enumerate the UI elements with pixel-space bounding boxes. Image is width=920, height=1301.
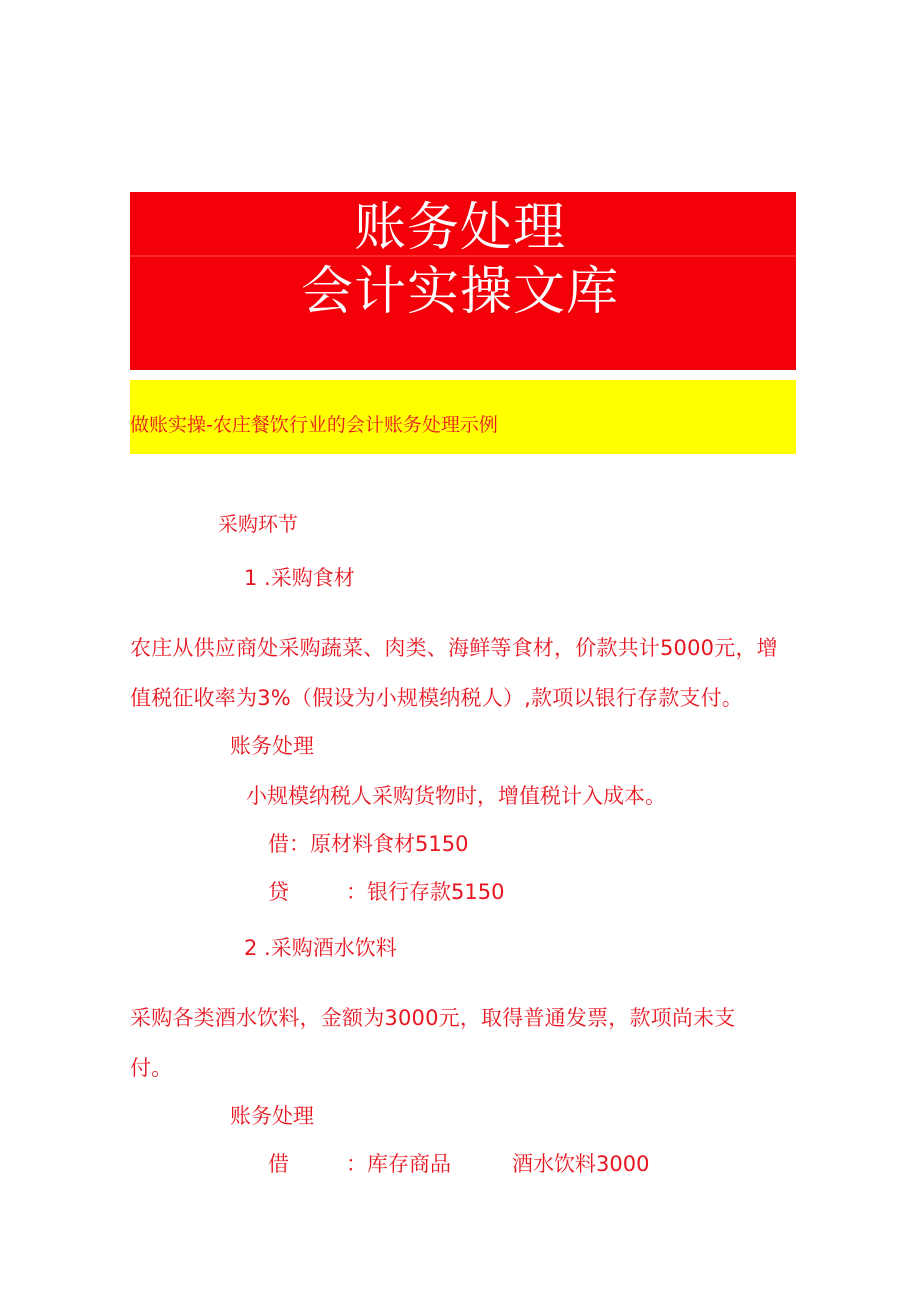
section-heading: 采购环节	[218, 512, 298, 536]
item2-description-line1: 采购各类酒水饮料，金额为3000元，取得普通发票，款项尚未支	[130, 1006, 736, 1030]
item2-debit-detail: 酒水饮料3000	[512, 1152, 650, 1176]
document-subtitle: 做账实操-农庄餐饮行业的会计账务处理示例	[130, 414, 498, 436]
item1-description-line2: 值税征收率为3%（假设为小规模纳税人）,款项以银行存款支付。	[130, 686, 743, 710]
item1-credit-entry: ：银行存款5150	[346, 880, 505, 904]
item1-note: 小规模纳税人采购货物时，增值税计入成本。	[246, 784, 666, 808]
banner-title-line2: 会计实操文库	[300, 262, 619, 322]
banner-title-line1: 账务处理	[353, 198, 566, 258]
item2-description-line2: 付。	[130, 1056, 173, 1080]
item2-title: 2 .采购酒水饮料	[244, 936, 397, 960]
item1-description-line1: 农庄从供应商处采购蔬菜、肉类、海鲜等食材，价款共计5000元，增	[130, 636, 778, 660]
item1-debit-entry: 借：原材料食材5150	[268, 832, 469, 856]
item1-credit-label: 贷	[268, 880, 289, 904]
item1-title: 1 .采购食材	[244, 566, 355, 590]
item2-debit-account: ：库存商品	[346, 1152, 451, 1176]
item2-treatment-label: 账务处理	[230, 1104, 314, 1128]
item2-debit-label: 借	[268, 1152, 289, 1176]
item1-treatment-label: 账务处理	[230, 734, 314, 758]
